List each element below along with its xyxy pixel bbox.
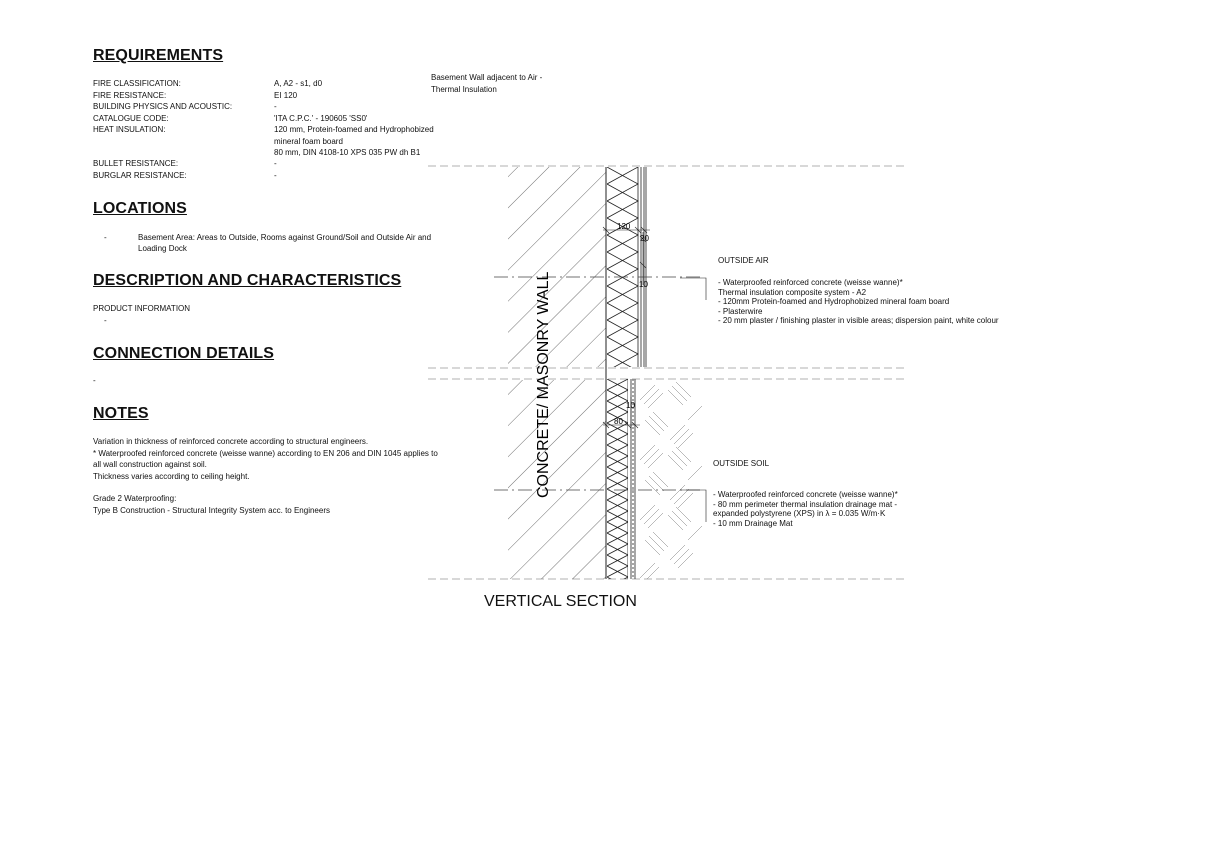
product-info: PRODUCT INFORMATION — [93, 304, 191, 313]
req-value: EI 120 — [274, 90, 298, 100]
dim-80: 80 — [614, 417, 623, 426]
air-note: - Waterproofed reinforced concrete (weisse wanne)* — [718, 278, 903, 287]
req-value: mineral foam board — [274, 136, 343, 146]
drawing-title-line: Basement Wall adjacent to Air - — [431, 73, 543, 82]
air-note: - 20 mm plaster / finishing plaster in visible areas; dispersion paint, white colour — [718, 316, 999, 325]
req-value: 80 mm, DIN 4108-10 XPS 035 PW dh B1 — [274, 148, 421, 157]
connection-heading: CONNECTION DETAILS — [93, 345, 275, 362]
req-label: BULLET RESISTANCE: — [93, 159, 179, 168]
req-value: - — [274, 102, 277, 111]
req-label: FIRE CLASSIFICATION: — [93, 79, 181, 88]
soil-note: - Waterproofed reinforced concrete (weisse wanne)* — [713, 490, 898, 499]
notes-line: Thickness varies according to ceiling height. — [93, 471, 250, 481]
notes-line: Variation in thickness of reinforced concrete according to structural engineers. — [93, 437, 369, 446]
section-title: VERTICAL SECTION — [484, 593, 637, 610]
outside-air-notes — [718, 278, 999, 326]
xps-insulation — [607, 379, 628, 588]
air-note: - 120mm Protein-foamed and Hydrophobized mineral foam board — [718, 297, 950, 306]
req-value: 'ITA C.P.C.' - 190605 'SS0' — [274, 113, 368, 123]
outside-air-label: OUTSIDE AIR — [718, 256, 769, 265]
soil-hatch — [640, 382, 702, 582]
leader-lines — [680, 278, 706, 522]
req-label: CATALOGUE CODE: — [93, 113, 169, 123]
req-value: - — [274, 170, 277, 180]
req-label: BURGLAR RESISTANCE: — [93, 170, 187, 180]
req-value: - — [274, 159, 277, 168]
outside-soil-notes — [713, 490, 898, 528]
wall-label: CONCRETE/ MASONRY WALL — [535, 271, 552, 498]
notes-line: Grade 2 Waterproofing: — [93, 494, 177, 503]
soil-note: - 80 mm perimeter thermal insulation drainage mat - — [713, 499, 898, 509]
concrete-hatch — [508, 167, 606, 579]
locations-line: Loading Dock — [138, 244, 187, 253]
air-note: - Plasterwire — [718, 306, 763, 316]
dim-10: 10 — [626, 401, 635, 410]
notes-heading: NOTES — [93, 405, 149, 422]
dim-120: 120 — [617, 222, 631, 231]
mineral-foam-board — [607, 167, 638, 371]
req-value: A, A2 - s1, d0 — [274, 79, 323, 88]
notes-line: Type B Construction - Structural Integrity System acc. to Engineers — [93, 505, 330, 515]
req-label: HEAT INSULATION: — [93, 125, 166, 134]
dim-10: 10 — [639, 280, 648, 289]
drawing-title-line: Thermal Insulation — [431, 84, 497, 94]
connection-bullet: - — [93, 376, 96, 385]
notes-line: all wall construction against soil. — [93, 460, 207, 469]
soil-note: - 10 mm Drainage Mat — [713, 518, 793, 528]
locations-line: Basement Area: Areas to Outside, Rooms against Ground/Soil and Outside Air and — [138, 233, 432, 242]
description-heading: DESCRIPTION AND CHARACTERISTICS — [93, 272, 402, 289]
product-info-bullet: - — [104, 316, 107, 325]
air-note: Thermal insulation composite system - A2 — [718, 287, 867, 297]
locations-bullet: - — [104, 233, 107, 242]
soil-note: expanded polystyrene (XPS) in λ = 0.035 W/m·K — [713, 509, 886, 518]
requirements-heading: REQUIREMENTS — [93, 47, 224, 64]
locations-heading: LOCATIONS — [93, 200, 187, 217]
notes-line: * Waterproofed reinforced concrete (weisse wanne) according to EN 206 and DIN 1045 applies to — [93, 448, 438, 458]
req-value: 120 mm, Protein-foamed and Hydrophobized — [274, 125, 434, 134]
outside-soil-label: OUTSIDE SOIL — [713, 459, 770, 468]
req-label: BUILDING PHYSICS AND ACOUSTIC: — [93, 102, 233, 111]
req-label: FIRE RESISTANCE: — [93, 90, 167, 100]
dim-20: 20 — [640, 234, 649, 243]
